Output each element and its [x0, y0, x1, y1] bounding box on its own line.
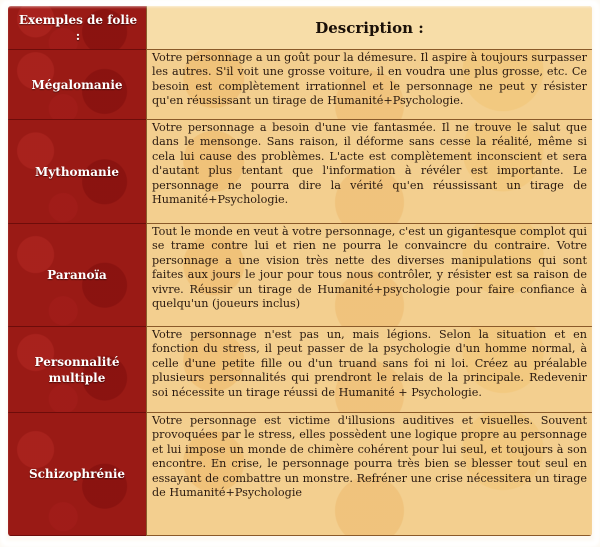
row-description-personnalite-multiple: Votre personnage n'est pas un, mais légions. Selon la situation et en fonction du stress, il peut passer de la psychologie d'un homme normal, à celle d'une petite fille ou d'un truand sans foi ni loi. Créez au préalable plusieurs personnalités qui prendront le relais de la principale. Redevenir soi nécessite un tirage réussi de Humanité + Psychologie. — [146, 327, 592, 413]
row-description-mythomanie: Votre personnage a besoin d'une vie fantasmée. Il ne trouve le salut que dans le mensonge. Sans raison, il déforme sans cesse la réalité, même si cela lui cause des problèmes. L'acte est complètement inconscient et sera d'autant plus tentant que l'information à révéler est importante. Le personnage ne pourra dire la vérité qu'en réussissant un tirage de Humanité+Psychologie. — [146, 120, 592, 224]
row-description-megalomanie: Votre personnage a un goût pour la démesure. Il aspire à toujours surpasser les autres. S'il voit une grosse voiture, il en voudra une plus grosse, etc. Ce besoin est complètement irrationnel et le personnage ne peut y résister qu'en réussissant un tirage de Humanité+Psychologie. — [146, 50, 592, 120]
row-name-schizophrenie: Schizophrénie — [8, 413, 146, 536]
row-name-personnalite-multiple: Personnalité multiple — [8, 327, 146, 413]
row-name-megalomanie: Mégalomanie — [8, 50, 146, 120]
row-name-mythomanie: Mythomanie — [8, 120, 146, 224]
row-name-paranoia: Paranoïa — [8, 224, 146, 327]
madness-table — [8, 6, 592, 536]
header-description: Description : — [146, 6, 592, 50]
row-description-paranoia: Tout le monde en veut à votre personnage, c'est un gigantesque complot qui se trame contre lui et rien ne pourra le convaincre du contraire. Votre personnage a une vision très nette des diverses manipulations qui sont faites aux jours le jour pour tous nous contrôler, y résister est sa raison de vivre. Réussir un tirage de Humanité+psychologie pour faire confiance à quelqu'un (joueurs inclus) — [146, 224, 592, 327]
row-description-schizophrenie: Votre personnage est victime d'illusions auditives et visuelles. Souvent provoquées par le stress, elles possèdent une logique propre au personnage et lui impose un monde de chimère cohérent pour lui seul, et toujours à son encontre. En crise, le personnage pourra très bien se blesser tout seul en essayant de combattre un monstre. Refréner une crise nécessitera un tirage de Humanité+Psychologie — [146, 413, 592, 536]
header-examples: Exemples de folie : — [8, 6, 146, 50]
